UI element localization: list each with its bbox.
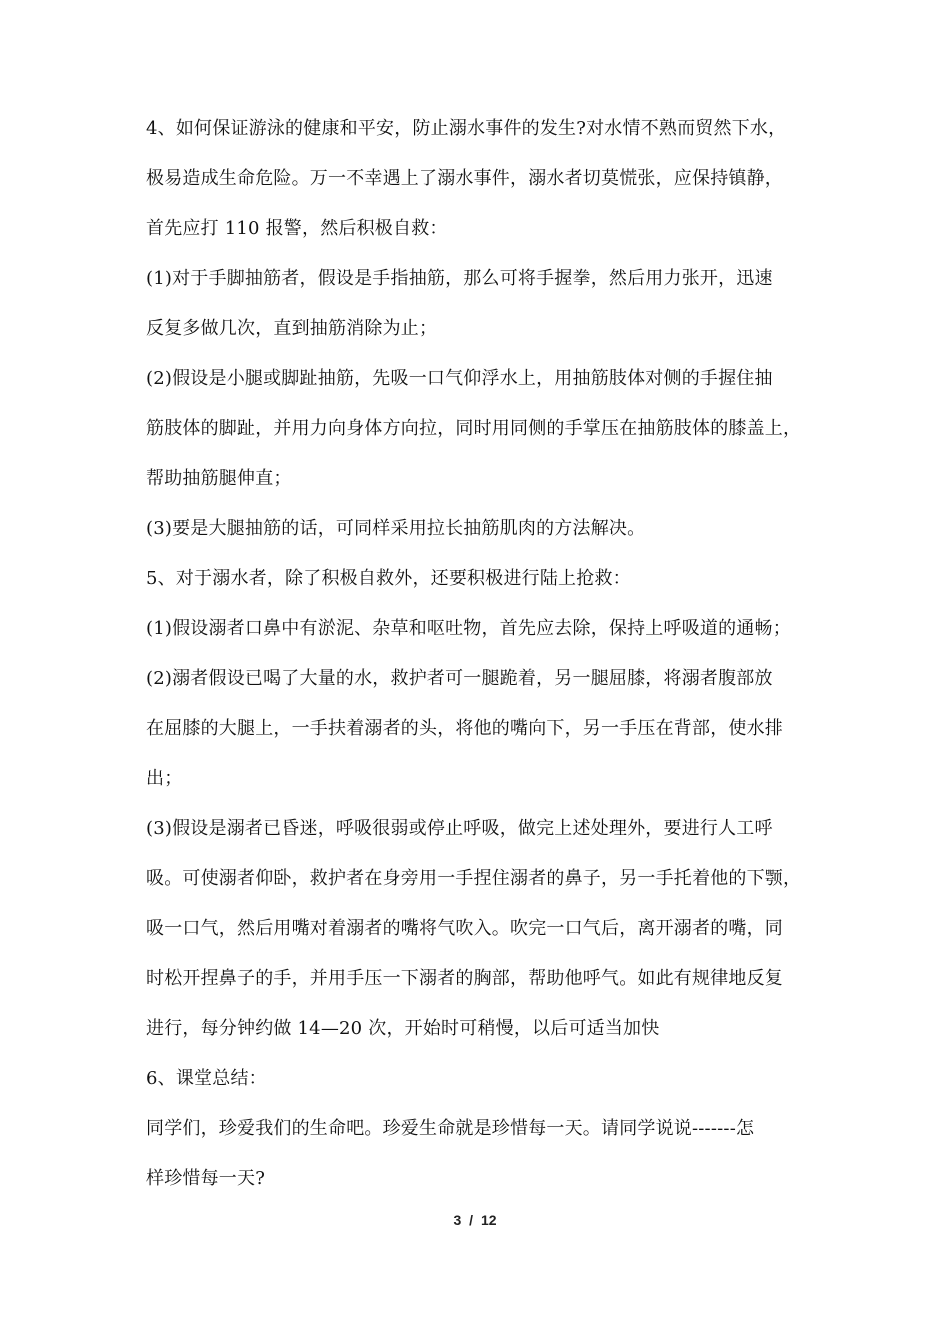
text-line: (1)假设溺者口鼻中有淤泥、杂草和呕吐物，首先应去除，保持上呼吸道的通畅； [146, 618, 791, 639]
page-number [0, 1212, 950, 1228]
page-separator: / [469, 1212, 474, 1228]
text-line: 筋肢体的脚趾，并用力向身体方向拉，同时用同侧的手掌压在抽筋肢体的膝盖上， [146, 418, 802, 439]
text-line: 时松开捏鼻子的手，并用手压一下溺者的胸部，帮助他呼气。如此有规律地反复 [146, 968, 783, 989]
text-line: 吸一口气，然后用嘴对着溺者的嘴将气吹入。吹完一口气后，离开溺者的嘴，同 [146, 918, 783, 939]
text-line: 同学们，珍爱我们的生命吧。珍爱生命就是珍惜每一天。请同学说说-------怎 [146, 1118, 755, 1139]
document-body [146, 104, 818, 1204]
text-line: 6、课堂总结： [146, 1068, 267, 1089]
text-line: 首先应打 110 报警，然后积极自救： [146, 218, 448, 239]
text-line: 极易造成生命危险。万一不幸遇上了溺水事件，溺水者切莫慌张，应保持镇静， [146, 168, 783, 189]
text-line: 4、如何保证游泳的健康和平安，防止溺水事件的发生?对水情不熟而贸然下水， [146, 118, 787, 139]
text-line: (3)假设是溺者已昏迷，呼吸很弱或停止呼吸，做完上述处理外，要进行人工呼 [146, 818, 773, 839]
text-line: 出； [146, 768, 183, 789]
total-pages-number: 12 [480, 1212, 497, 1228]
text-line: (2)溺者假设已喝了大量的水，救护者可一腿跪着，另一腿屈膝，将溺者腹部放 [146, 668, 773, 689]
text-line: 5、对于溺水者，除了积极自救外，还要积极进行陆上抢救： [146, 568, 631, 589]
text-line: 样珍惜每一天? [146, 1168, 266, 1189]
current-page-number: 3 [453, 1212, 462, 1228]
text-line: 反复多做几次，直到抽筋消除为止； [146, 318, 438, 339]
text-line: 吸。可使溺者仰卧，救护者在身旁用一手捏住溺者的鼻子，另一手托着他的下颚， [146, 868, 802, 889]
text-line: 帮助抽筋腿伸直； [146, 468, 292, 489]
text-line: 在屈膝的大腿上，一手扶着溺者的头，将他的嘴向下，另一手压在背部，使水排 [146, 718, 783, 739]
text-line: (1)对于手脚抽筋者，假设是手指抽筋，那么可将手握拳，然后用力张开，迅速 [146, 268, 773, 289]
text-line: (2)假设是小腿或脚趾抽筋，先吸一口气仰浮水上，用抽筋肢体对侧的手握住抽 [146, 368, 773, 389]
text-line: 进行，每分钟约做 14—20 次，开始时可稍慢，以后可适当加快 [146, 1018, 660, 1039]
text-line: (3)要是大腿抽筋的话，可同样采用拉长抽筋肌肉的方法解决。 [146, 518, 646, 539]
